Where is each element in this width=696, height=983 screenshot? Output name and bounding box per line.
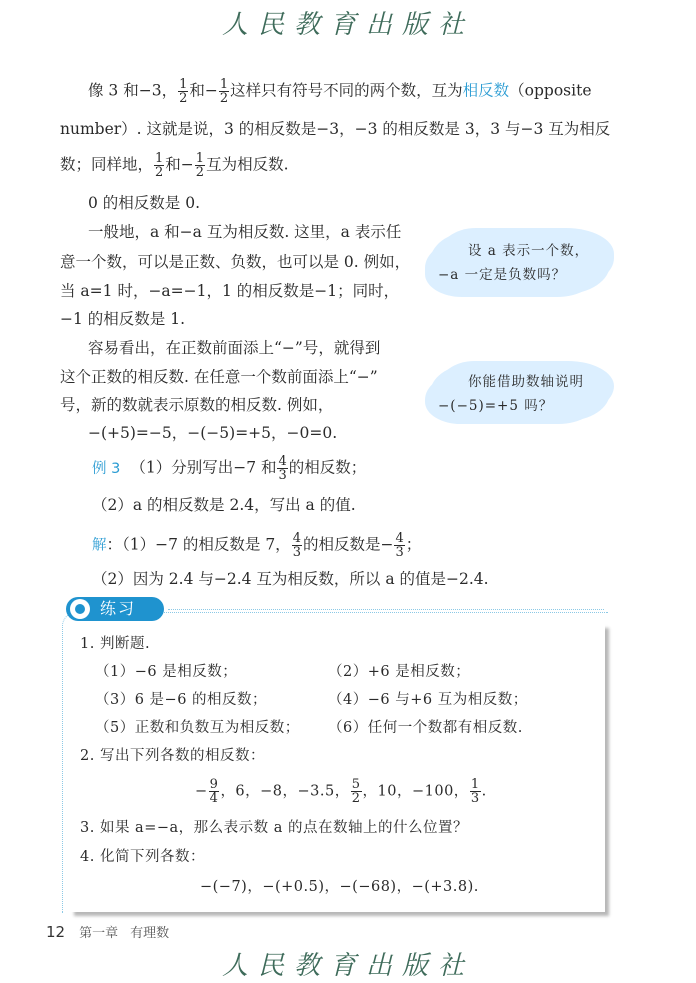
easy-line-4: −(+5)=−5，−(−5)=+5，−0=0.	[88, 424, 338, 442]
fraction-half	[178, 78, 188, 105]
numerator: 1	[155, 151, 164, 166]
solution-text: ：（1）−7 的相反数是 7，	[106, 535, 291, 554]
page-footer	[46, 922, 169, 941]
intro-line-2: number）. 这就是说，3 的相反数是−3，−3 的相反数是 3，3 与−3 互为相反	[60, 120, 611, 138]
numerator: 1	[179, 77, 188, 92]
denominator: 2	[179, 91, 188, 106]
exercise-header-rule	[168, 609, 604, 610]
example-question-2: （2）a 的相反数是 2.4，写出 a 的值.	[92, 496, 356, 514]
denominator: 3	[278, 468, 287, 483]
key-term: 相反数	[462, 81, 510, 100]
values-text: ，6，−8，−3.5，	[220, 783, 350, 800]
bubble-text: −a 一定是负数吗？	[438, 267, 567, 283]
general-line-1: 一般地，a 和−a 互为相反数. 这里，a 表示任	[88, 223, 402, 241]
general-line-3: 当 a=1 时，−a=−1，1 的相反数是−1；同时，	[60, 282, 400, 300]
intro-text: 像 3 和−3，	[88, 81, 178, 100]
intro-text: 和−	[165, 155, 194, 174]
publisher-logo-top: 人民教育出版社	[221, 10, 474, 40]
denominator: 3	[395, 545, 404, 560]
intro-text: 和−	[189, 81, 218, 100]
fraction	[351, 778, 362, 805]
solution-text: ；	[405, 535, 422, 554]
minus-sign: −	[195, 783, 208, 800]
denominator: 2	[195, 165, 205, 180]
intro-text: 互为相反数.	[206, 155, 289, 174]
bubble-text: −(−5)=+5 吗？	[438, 398, 554, 414]
denominator: 2	[219, 91, 229, 106]
page-number: 12	[46, 923, 66, 941]
exercise-q1-item-3: （3）6 是−6 的相反数；	[95, 692, 268, 708]
publisher-logo-bottom: 人民教育出版社	[221, 951, 474, 981]
bubble-text: 你能借助数轴说明	[468, 374, 584, 390]
numerator: 5	[351, 777, 361, 792]
exercise-q1-item-4: （4）−6 与+6 互为相反数；	[328, 692, 528, 708]
easy-line-2: 这个正数的相反数. 在任意一个数前面添上“−”	[60, 368, 378, 386]
thought-bubble-1	[430, 232, 610, 294]
numerator: 1	[195, 151, 205, 166]
exercise-q4: 4. 化简下列各数：	[80, 849, 205, 865]
exercise-badge	[66, 597, 164, 621]
intro-text: 数；同样地，	[60, 155, 154, 174]
numerator: 9	[209, 777, 219, 792]
exercise-q3: 3. 如果 a=−a，那么表示数 a 的点在数轴上的什么位置？	[80, 820, 469, 836]
denominator: 4	[209, 791, 219, 806]
example-solution-2: （2）因为 2.4 与−2.4 互为相反数，所以 a 的值是−2.4.	[92, 570, 489, 588]
denominator: 3	[470, 791, 480, 806]
intro-line-1	[88, 78, 592, 105]
fraction-four-thirds	[292, 532, 302, 559]
example-label: 例 3	[92, 460, 121, 477]
fraction-half	[154, 152, 164, 179]
values-text: ，10，−100，	[362, 783, 469, 800]
exercise-q1: 1. 判断题.	[80, 636, 151, 652]
numerator: 4	[292, 531, 301, 546]
easy-line-1: 容易看出，在正数前面添上“−”号，就得到	[88, 339, 381, 357]
general-line-2: 意一个数，可以是正数、负数，也可以是 0. 例如，	[60, 253, 411, 271]
chapter-title: 有理数	[130, 926, 170, 941]
numerator: 4	[395, 531, 404, 546]
fraction-four-thirds	[394, 532, 404, 559]
solution-text: 的相反数是−	[302, 535, 394, 554]
numerator: 1	[219, 77, 229, 92]
denominator: 2	[155, 165, 164, 180]
example-text: 的相反数；	[288, 458, 367, 477]
general-line-4: −1 的相反数是 1.	[60, 310, 185, 328]
fraction	[209, 778, 220, 805]
intro-text: （opposite	[509, 81, 592, 100]
intro-line-3	[60, 152, 289, 179]
values-text: .	[481, 783, 487, 800]
solution-label: 解	[92, 537, 107, 554]
exercise-q2: 2. 写出下列各数的相反数：	[80, 748, 265, 764]
zero-line: 0 的相反数是 0.	[88, 194, 201, 212]
numerator: 4	[278, 454, 287, 469]
example-text: （1）分别写出−7 和	[130, 458, 277, 477]
exercise-icon	[70, 599, 90, 619]
denominator: 2	[351, 791, 361, 806]
exercise-q1-item-2: （2）+6 是相反数；	[328, 664, 471, 680]
exercise-q4-values: −(−7)，−(+0.5)，−(−68)，−(+3.8).	[200, 879, 479, 895]
example-solution-1	[92, 532, 421, 559]
easy-line-3: 号，新的数就表示原数的相反数. 例如，	[60, 396, 334, 414]
exercise-title: 练习	[100, 599, 137, 618]
chapter-label: 第一章	[79, 926, 119, 941]
bubble-text: 设 a 表示一个数，	[468, 243, 590, 259]
exercise-q1-item-1: （1）−6 是相反数；	[95, 664, 238, 680]
thought-bubble-2	[430, 365, 610, 421]
fraction	[470, 778, 481, 805]
fraction-half	[195, 152, 205, 179]
numerator: 1	[470, 777, 480, 792]
exercise-q1-item-5: （5）正数和负数互为相反数；	[95, 720, 300, 736]
exercise-q2-values	[195, 778, 487, 805]
example-question-1	[92, 455, 366, 482]
fraction-half	[219, 78, 229, 105]
denominator: 3	[292, 545, 301, 560]
exercise-q1-item-6: （6）任何一个数都有相反数.	[328, 720, 523, 736]
fraction-four-thirds	[277, 455, 287, 482]
intro-text: 这样只有符号不同的两个数，互为	[230, 81, 463, 100]
